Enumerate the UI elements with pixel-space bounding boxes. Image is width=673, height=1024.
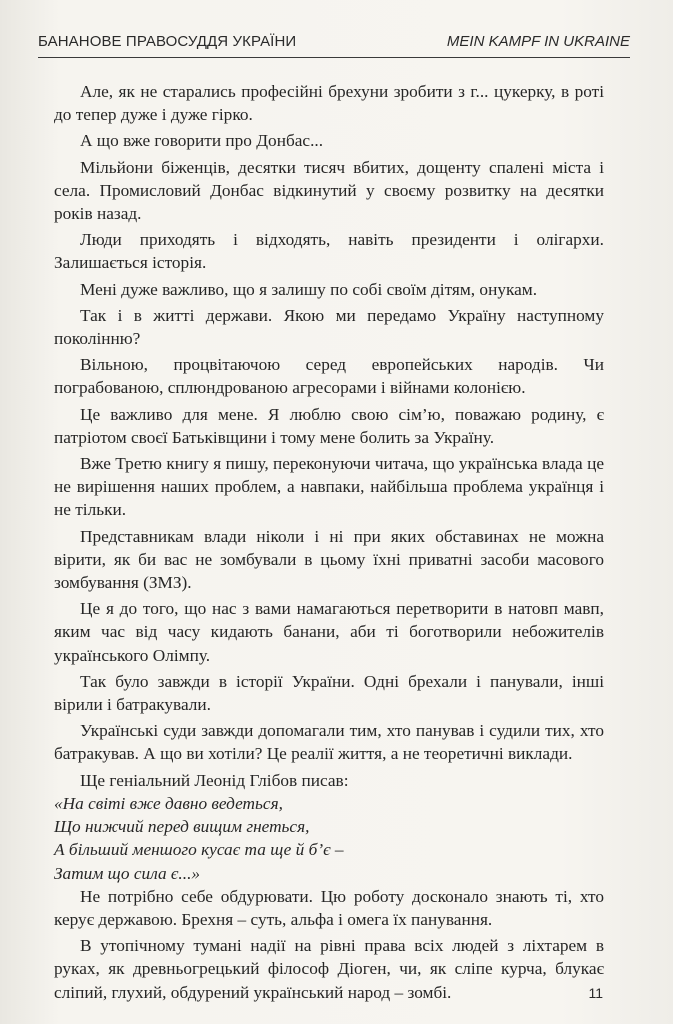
paragraph: Вже Третю книгу я пишу, переконуючи читача, що українська влада це не вирішення наших проблем, а навпаки, найбільша проблема українця і не тільки. [54,454,604,520]
paragraph: Люди приходять і відходять, навіть президенти і олігархи. Залишається історія. [54,230,604,273]
page-number: 11 [588,985,603,1001]
poem-line: Що нижчий перед вищим гнеться, [54,817,310,837]
header-series-title: MEIN KAMPF IN UKRAINE [446,33,630,50]
paragraph: Так було завжди в історії України. Одні брехали і панували, інші вірили і батракували. [54,671,604,715]
paragraph: Це я до того, що нас з вами намагаються перетворити в натовп мавп, яким час від часу кидають банани, аби ті боготворили небожителів українського Олімпу. [54,599,604,665]
paragraph: Мільйони біженців, десятки тисяч вбитих, дощенту спалені міста і села. Промисловий Донбас відкинутий у своєму розвитку на десятки років назад. [54,157,604,224]
running-header [38,24,630,58]
poem-line: «На світі вже давно ведеться, [54,793,283,813]
paragraph: Мені дуже важливо, що я залишу по собі своїм дітям, онукам. [80,279,538,299]
paragraph: Представникам влади ніколи і ні при яких обставинах не можна вірити, як би вас не зомбували в цьому їхні приватні засоби масового зомбування (ЗМЗ). [54,526,604,593]
paragraph: Так і в житті держави. Якою ми передамо Україну наступному поколінню? [54,305,604,349]
paragraph: А що вже говорити про Донбас... [80,131,324,151]
header-rule [38,57,630,58]
paragraph: В утопічному тумані надії на рівні права всіх людей з ліхтарем в руках, як древньогрецький філософ Діоген, чи, як сліпе курча, блукає сліпий, глухий, обдурений український народ – зомбі. [54,936,604,1002]
page-body [54,80,604,1007]
paragraph: Але, як не старались професійні брехуни зробити з г... цукерку, в роті до тепер дуже і дуже гірко. [54,82,604,125]
paragraph: Українські суди завжди допомагали тим, хто панував і судили тих, хто батракував. А що ви хотіли? Це реалії життя, а не теоретичні виклади. [54,721,604,764]
paragraph: Це важливо для мене. Я люблю свою сім’ю, поважаю родину, є патріотом своєї Батьківщини і тому мене болить за Україну. [54,404,604,447]
poem-line: Затим що сила є...» [54,863,201,883]
poem-line: А більший меншого кусає та ще й б’є – [54,840,344,860]
poem-quote [54,792,604,885]
quote-intro: Ще геніальний Леонід Глібов писав: [80,770,349,790]
paragraph: Вільною, процвітаючою серед европейських народів. Чи пограбованою, сплюндрованою агресорами і війнами колонією. [54,355,604,398]
header-book-title: БАНАНОВЕ ПРАВОСУДДЯ УКРАЇНИ [38,33,297,50]
paragraph: Не потрібно себе обдурювати. Цю роботу досконало знають ті, хто керує державою. Брехня – суть, альфа і омега їх панування. [54,886,604,929]
